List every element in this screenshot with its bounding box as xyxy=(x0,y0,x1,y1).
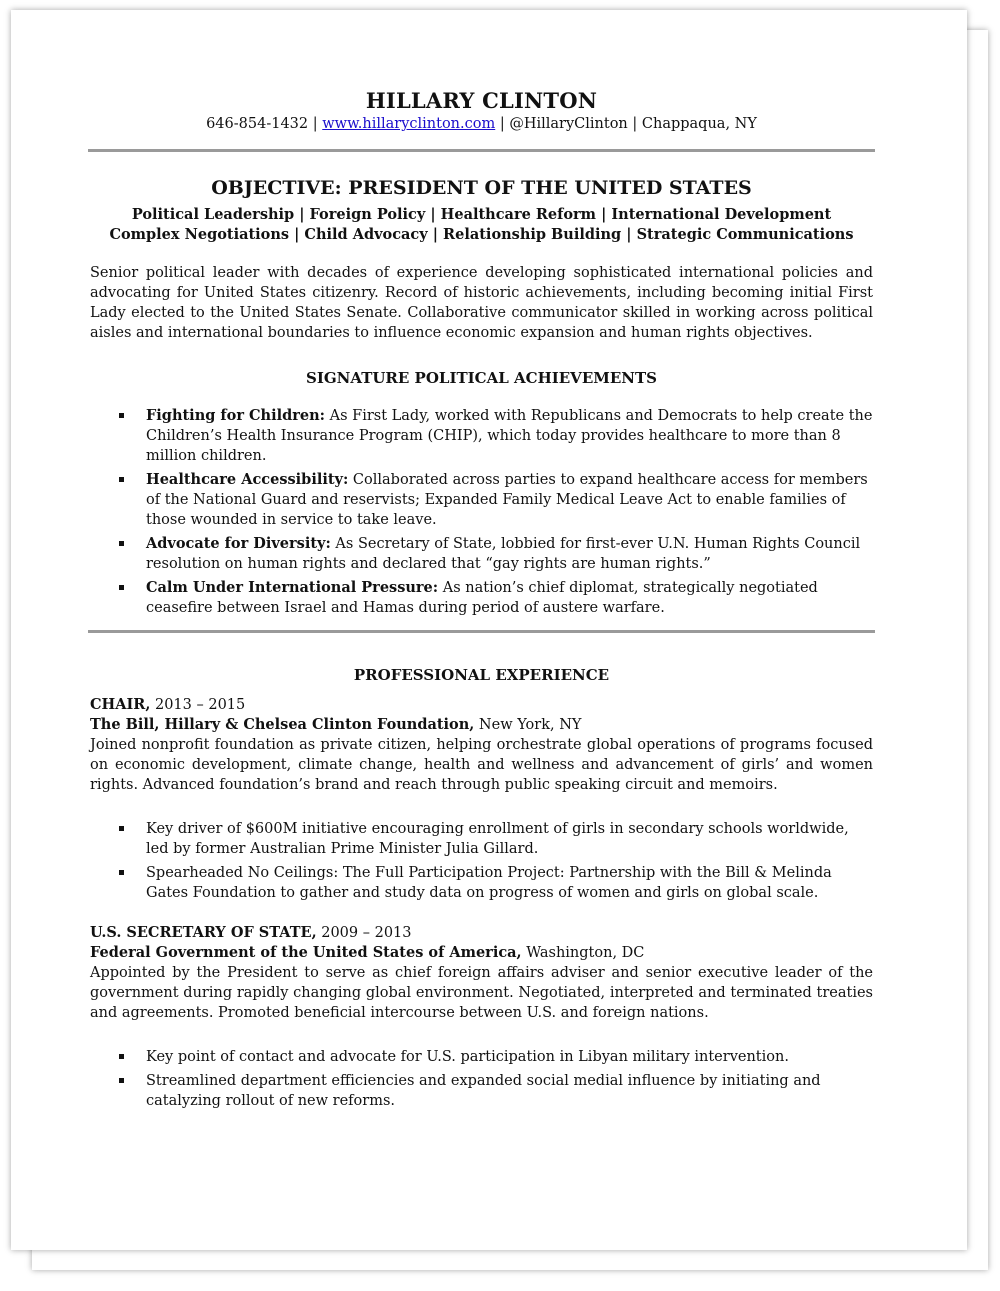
achievement-label: Calm Under International Pressure: xyxy=(146,579,439,596)
bullet-square-icon xyxy=(119,826,124,831)
job-org-line xyxy=(90,715,873,735)
list-item xyxy=(146,406,873,466)
achievements-heading: SIGNATURE POLITICAL ACHIEVEMENTS xyxy=(306,369,657,387)
bullet-square-icon xyxy=(119,413,124,418)
achievement-label: Advocate for Diversity: xyxy=(146,535,331,552)
location: Chappaqua, NY xyxy=(641,116,757,132)
header-divider xyxy=(88,149,875,152)
resume-content xyxy=(90,88,873,1115)
job-organization: The Bill, Hillary & Chelsea Clinton Foundation, xyxy=(90,716,475,733)
list-item xyxy=(146,819,873,859)
keywords-line-1: Political Leadership | Foreign Policy | Healthcare Reform | International Development xyxy=(131,206,832,223)
job-title-line xyxy=(90,923,873,943)
job-dates: 2013 – 2015 xyxy=(150,697,246,713)
job-title-line xyxy=(90,695,873,715)
keywords-line-2: Complex Negotiations | Child Advocacy | Relationship Building | Strategic Communications xyxy=(109,226,854,243)
job-bullet-text: Key point of contact and advocate for U.S. participation in Libyan military intervention. xyxy=(146,1049,789,1065)
job-bullets xyxy=(90,819,873,903)
job-bullet-text: Spearheaded No Ceilings: The Full Participation Project: Partnership with the Bill & Melinda Gates Foundation to gather and study data on progress of women and girls on global scale. xyxy=(146,865,832,901)
bullet-square-icon xyxy=(119,1078,124,1083)
bullet-square-icon xyxy=(119,541,124,546)
job-bullet-text: Key driver of $600M initiative encouraging enrollment of girls in secondary schools worldwide, led by former Australian Prime Minister Julia Gillard. xyxy=(146,821,849,857)
separator: | xyxy=(627,116,642,132)
section-divider xyxy=(88,630,875,633)
candidate-name: HILLARY CLINTON xyxy=(365,88,598,113)
list-item xyxy=(146,578,873,618)
list-item xyxy=(146,534,873,574)
job-location: Washington, DC xyxy=(521,945,645,961)
job-bullets xyxy=(90,1047,873,1111)
bullet-square-icon xyxy=(119,585,124,590)
twitter-handle: @HillaryClinton xyxy=(509,116,628,132)
job-organization: Federal Government of the United States of America, xyxy=(90,944,522,961)
job-title: CHAIR, xyxy=(90,696,151,713)
achievement-text: As Secretary of State, lobbied for first-ever U.N. Human Rights Council resolution on human rights and declared that “gay rights are human rights.” xyxy=(146,536,861,572)
bullet-square-icon xyxy=(119,870,124,875)
achievement-text: As First Lady, worked with Republicans and Democrats to help create the Children’s Health Insurance Program (CHIP), which today provides healthcare to more than 8 million children. xyxy=(146,408,873,464)
website-link[interactable]: www.hillaryclinton.com xyxy=(322,116,496,132)
job-dates: 2009 – 2013 xyxy=(316,925,412,941)
experience-heading: PROFESSIONAL EXPERIENCE xyxy=(353,666,610,684)
achievements-list xyxy=(90,406,873,618)
list-item xyxy=(146,1071,873,1111)
list-item xyxy=(146,1047,873,1067)
bullet-square-icon xyxy=(119,477,124,482)
list-item xyxy=(146,863,873,903)
job-description: Appointed by the President to serve as chief foreign affairs adviser and senior executive leader of the government during rapidly changing global environment. Negotiated, interpreted and terminated treaties and agreements. Promoted beneficial intercourse between U.S. and foreign nations. xyxy=(90,965,873,1021)
job-location: New York, NY xyxy=(474,717,582,733)
list-item xyxy=(146,470,873,530)
job-description: Joined nonprofit foundation as private citizen, helping orchestrate global operations of programs focused on economic development, climate change, health and wellness and advancement of girls’ and women rights. Advanced foundation’s brand and reach through public speaking circuit and memoirs. xyxy=(90,737,873,793)
job-bullet-text: Streamlined department efficiencies and expanded social medial influence by initiating and catalyzing rollout of new reforms. xyxy=(146,1073,821,1109)
job-title: U.S. SECRETARY OF STATE, xyxy=(90,924,317,941)
bullet-square-icon xyxy=(119,1054,124,1059)
objective-title: OBJECTIVE: PRESIDENT OF THE UNITED STATES xyxy=(211,177,752,199)
phone-number: 646-854-1432 xyxy=(206,116,309,132)
resume-page xyxy=(11,10,967,1250)
achievement-label: Healthcare Accessibility: xyxy=(146,471,349,488)
job-org-line xyxy=(90,943,873,963)
separator: | xyxy=(308,116,323,132)
achievement-text: As nation’s chief diplomat, strategically negotiated ceasefire between Israel and Hamas during period of austere warfare. xyxy=(146,580,818,616)
achievement-label: Fighting for Children: xyxy=(146,407,326,424)
separator: | xyxy=(495,116,510,132)
achievement-text: Collaborated across parties to expand healthcare access for members of the National Guard and reservists; Expanded Family Medical Leave Act to enable families of those wounded in service to take leave. xyxy=(146,472,868,528)
professional-summary: Senior political leader with decades of experience developing sophisticated international policies and advocating for United States citizenry. Record of historic achievements, including becoming initial First Lady elected to the United States Senate. Collaborative communicator skilled in working across political aisles and international boundaries to influence economic expansion and human rights objectives. xyxy=(90,265,873,341)
contact-line xyxy=(90,114,873,134)
